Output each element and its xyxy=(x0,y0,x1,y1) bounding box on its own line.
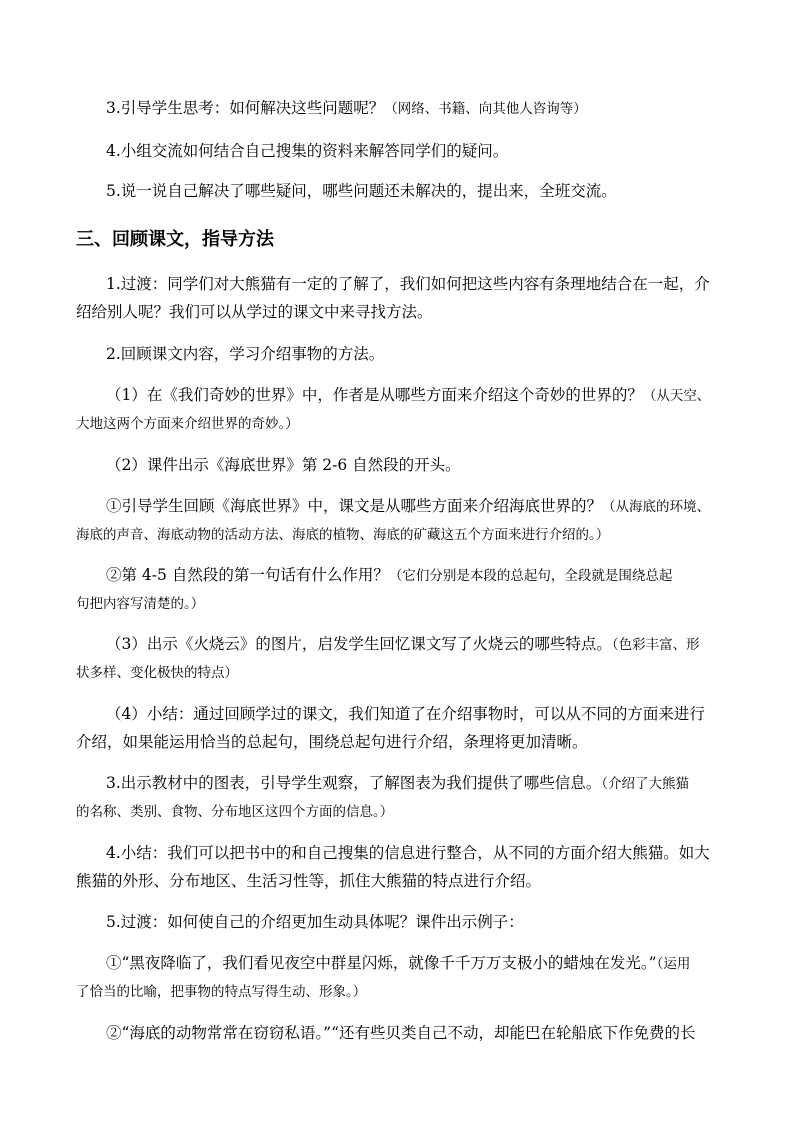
paragraph-3-text: 3.出示教材中的图表，引导学生观察，了解图表为我们提供了哪些信息。 xyxy=(106,774,602,792)
paragraph-3-line-1 xyxy=(76,769,724,799)
sub-1-line-2 xyxy=(76,409,724,439)
circle-1-note: （从海底的环境、 xyxy=(602,499,711,515)
paragraph-4-line-1: 4.小结：我们可以把书中的和自己搜集的信息进行整合，从不同的方面介绍大熊猫。如大 xyxy=(106,844,710,862)
sub-3-note: （色彩丰富、形 xyxy=(611,637,700,653)
item-4: 4.小组交流如何结合自己搜集的资料来解答同学们的疑问。 xyxy=(106,142,509,160)
paragraph-3-line-2 xyxy=(76,797,724,827)
sub-3-note-cont: 状多样、变化极快的特点） xyxy=(76,665,238,681)
example-2-line-1: ②“海底的动物常常在窃窃私语。”“还有些贝类自己不动，却能巴在轮船底下作免费的长 xyxy=(106,1024,696,1042)
circle-2-line-1 xyxy=(76,561,724,591)
paragraph-3-note-cont: 的名称、类别、食物、分布地区这四个方面的信息。） xyxy=(76,804,394,820)
sub-1-note-cont: 大地这两个方面来介绍世界的奇妙。） xyxy=(76,416,299,432)
circle-1-line-2 xyxy=(76,520,724,550)
circle-2-note-cont: 句把内容写清楚的。） xyxy=(76,596,205,612)
item-5: 5.说一说自己解决了哪些疑问，哪些问题还未解决的，提出来，全班交流。 xyxy=(106,182,617,200)
sub-2: （2）课件出示《海底世界》第 2-6 自然段的开头。 xyxy=(106,456,461,474)
paragraph-2: 2.回顾课文内容，学习介绍事物的方法。 xyxy=(106,345,385,363)
paragraph-5: 5.过渡：如何使自己的介绍更加生动具体呢？课件出示例子： xyxy=(106,913,524,931)
circle-2-note: （它们分别是本段的总起句，全段就是围绕总起 xyxy=(388,568,673,584)
circle-1-note-cont: 海底的声音、海底动物的活动方法、海底的植物、海底的矿藏这五个方面来进行介绍的。） xyxy=(76,527,610,543)
circle-2-text: ②第 4-5 自然段的第一句话有什么作用？ xyxy=(106,566,389,584)
sub-4-line-2: 介绍，如果能运用恰当的总起句，围绕总起句进行介绍，条理将更加清晰。 xyxy=(76,733,588,751)
sub-3-line-2 xyxy=(76,658,724,688)
section-heading: 三、回顾课文，指导方法 xyxy=(76,229,274,250)
sub-4-line-1: （4）小结：通过回顾学过的课文，我们知道了在介绍事物时，可以从不同的方面来进行 xyxy=(106,705,705,723)
example-1-text: ①“黑夜降临了，我们看见夜空中群星闪烁，就像千千万万支极小的蜡烛在发光。” xyxy=(106,954,657,972)
item-3 xyxy=(76,94,724,124)
sub-1-note: （从天空、 xyxy=(642,388,711,404)
example-1-line-1 xyxy=(76,949,724,979)
paragraph-1-line-2: 绍给别人呢？我们可以从学过的课文中来寻找方法。 xyxy=(76,303,433,321)
example-1-note: （运用 xyxy=(656,956,691,972)
circle-2-line-2 xyxy=(76,589,724,619)
sub-1-line-1 xyxy=(76,381,724,411)
item-3-note: （网络、书籍、向其他人咨询等） xyxy=(384,101,587,117)
circle-1-text: ①引导学生回顾《海底世界》中，课文是从哪些方面来介绍海底世界的？ xyxy=(106,497,603,515)
sub-3-text: （3）出示《火烧云》的图片，启发学生回忆课文写了火烧云的哪些特点。 xyxy=(106,635,612,653)
circle-1-line-1 xyxy=(76,492,724,522)
paragraph-4-line-2: 熊猫的外形、分布地区、生活习性等，抓住大熊猫的特点进行介绍。 xyxy=(76,872,542,890)
paragraph-3-note: （介绍了大熊猫 xyxy=(601,776,690,792)
paragraph-1-line-1: 1.过渡：同学们对大熊猫有一定的了解了，我们如何把这些内容有条理地结合在一起，介 xyxy=(106,275,710,293)
example-1-note-cont: 了恰当的比喻，把事物的特点写得生动、形象。） xyxy=(76,984,367,1000)
example-1-line-2 xyxy=(76,977,724,1007)
sub-3-line-1 xyxy=(76,630,724,660)
sub-1-text: （1）在《我们奇妙的世界》中，作者是从哪些方面来介绍这个奇妙的世界的？ xyxy=(106,386,643,404)
item-3-text: 3.引导学生思考：如何解决这些问题呢？ xyxy=(106,99,385,117)
